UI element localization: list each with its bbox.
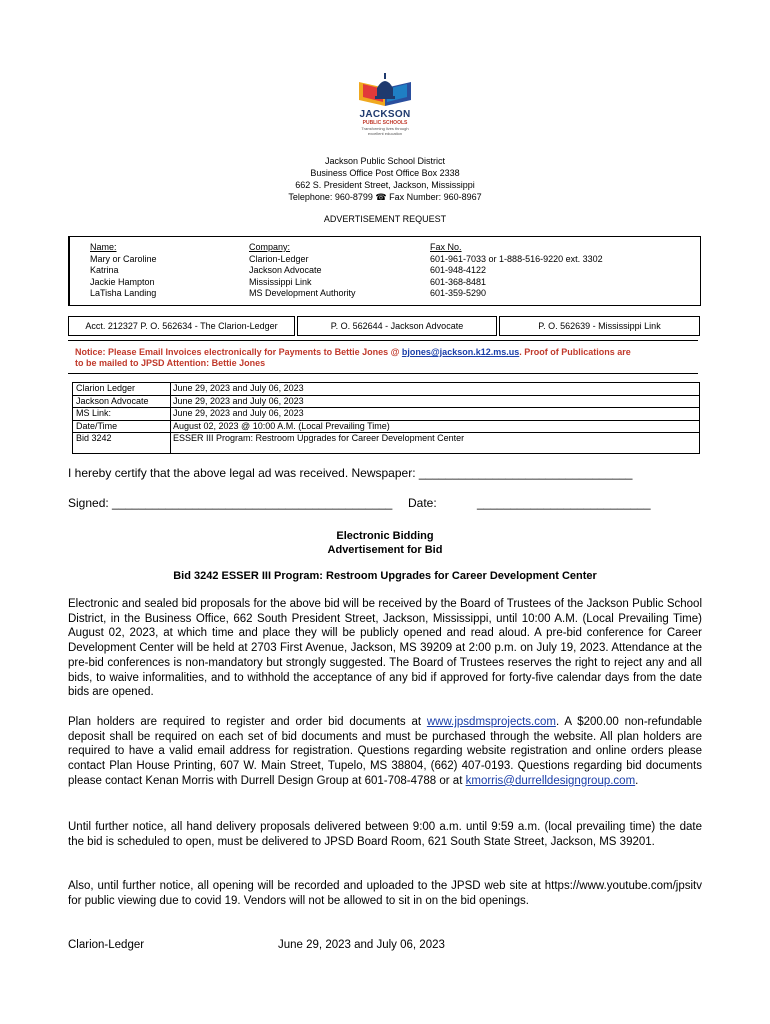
schedule-label: Date/Time <box>76 420 118 431</box>
notice-line-2: to be mailed to JPSD Attention: Bettie Jones <box>75 358 266 368</box>
schedule-row <box>73 396 699 409</box>
kmorris-email-link[interactable]: kmorris@durrelldesigngroup.com <box>465 774 636 787</box>
fax-header: Fax No. <box>430 242 462 252</box>
hand-delivery-paragraph: Until further notice, all hand delivery proposals delivered between 9:00 a.m. until 9:59 a.m. (local prevailing time) the date the bid is scheduled to open, must be delivered to JPSD Board Room, 621 South State Street, Jackson, MS 39201. <box>68 821 702 848</box>
contacts-table <box>68 236 701 306</box>
p2-text-after: . A $200.00 non-refundable deposit shall be required on each set of bid documents and must be purchased through the website. All plan holders are required to have a valid email address for registration. Questions regarding website registration and online orders please contact Plan House Printing, 607 W. Main Street, Tupelo, MS 38804, (662) 407-0193. Questions regarding bid documents please contact Kenan Morris with Durrell Design Group at 601-708-4788 or at <box>68 716 702 787</box>
schedule-value: June 29, 2023 and July 06, 2023 <box>173 383 304 393</box>
invoice-notice <box>68 340 698 374</box>
logo-book-capitol-icon <box>355 72 415 108</box>
schedule-row <box>73 408 699 421</box>
jpsd-projects-link[interactable]: www.jpsdmsprojects.com <box>426 716 556 728</box>
contact-fax: 601-948-4122 <box>430 265 487 275</box>
p2-text-end: . <box>635 774 639 787</box>
contact-company: Mississippi Link <box>249 276 312 287</box>
contact-names-column <box>90 242 157 300</box>
bid-proposal-paragraph: Electronic and sealed bid proposals for the above bid will be received by the Board of Trustees of the Jackson Public School District, in the Business Office, 662 South President Street, Jackson, Mississippi, until 10:00 A.M. (Local Prevailing Time) August 02, 2023, at which time and place they will be publicly opened and read aloud. A pre-bid conference for Career Development Center will be held at 2703 First Avenue, Jackson, MS 39209 at 2:00 p.m. on July 19, 2023. Attendance at the pre-bid conferences is non-mandatory but strongly suggested. The Board of Trustees reserves the right to reject any and all bids, to waive informalities, and to withhold the acceptance of any bid if approved for forty-five calendar days from the date bids are opened. <box>68 598 702 699</box>
acct-box-jackson-advocate: P. O. 562644 - Jackson Advocate <box>297 316 497 336</box>
schedule-label: Jackson Advocate <box>76 395 149 406</box>
certify-newspaper-line: I hereby certify that the above legal ad was received. Newspaper: ________________________________ <box>68 466 633 480</box>
schedule-label: Bid 3242 <box>76 433 112 443</box>
date-blank: __________________________ <box>477 496 651 510</box>
footer-dates: June 29, 2023 and July 06, 2023 <box>278 939 445 951</box>
contact-fax: 601-368-8481 <box>430 276 487 287</box>
schedule-label: Clarion Ledger <box>76 383 136 393</box>
logo-name: JACKSON <box>359 109 411 120</box>
schedule-value: June 29, 2023 and July 06, 2023 <box>173 408 304 418</box>
contact-name: Jackie Hampton <box>90 276 155 287</box>
contact-company: Clarion-Ledger <box>249 253 309 264</box>
schedule-value: June 29, 2023 and July 06, 2023 <box>173 395 304 406</box>
logo-tagline-2: excellent education <box>367 131 403 136</box>
date-label: Date: <box>408 496 437 510</box>
recording-paragraph: Also, until further notice, all opening will be recorded and uploaded to the JPSD web site at https://www.youtube.com/jpsitv for public viewing due to covid 19. Vendors will not be allowed to sit in on the bid openings. <box>68 880 702 907</box>
schedule-value: ESSER III Program: Restroom Upgrades for Career Development Center <box>173 433 465 443</box>
schedule-row <box>73 433 699 445</box>
contact-fax: 601-961-7033 or 1-888-516-9220 ext. 3302 <box>430 253 603 264</box>
contact-name: Mary or Caroline <box>90 253 157 264</box>
footer-newspaper: Clarion-Ledger <box>68 939 145 951</box>
business-office-line: Business Office Post Office Box 2338 <box>310 168 460 178</box>
district-address <box>0 155 770 203</box>
contact-fax: 601-359-5290 <box>430 288 487 298</box>
signed-line: Signed: __________________________________________ <box>68 496 393 510</box>
company-header: Company: <box>249 242 291 252</box>
contact-company: MS Development Authority <box>249 288 356 298</box>
contact-name: Katrina <box>90 265 119 275</box>
notice-email-link[interactable]: bjones@jackson.k12.ms.us <box>401 347 520 357</box>
notice-text-after: . Proof of Publications are <box>519 347 631 357</box>
p2-text-before: Plan holders are required to register and order bid documents at <box>68 716 427 728</box>
contact-company: Jackson Advocate <box>249 265 322 275</box>
acct-box-mississippi-link: P. O. 562639 - Mississippi Link <box>499 316 700 336</box>
advertisement-request-title: ADVERTISEMENT REQUEST <box>323 214 447 224</box>
schedule-label: MS Link: <box>76 408 112 418</box>
bid-title: Bid 3242 ESSER III Program: Restroom Upgrades for Career Development Center <box>173 570 597 582</box>
advertisement-for-bid-title: Advertisement for Bid <box>327 544 443 556</box>
contact-fax-column <box>430 242 603 300</box>
publication-schedule-table <box>72 382 700 454</box>
jackson-public-schools-logo <box>346 72 424 154</box>
notice-text <box>75 347 698 369</box>
name-header: Name: <box>90 242 117 252</box>
schedule-value: August 02, 2023 @ 10:00 A.M. (Local Prevailing Time) <box>173 420 390 431</box>
contact-companies-column <box>249 242 356 300</box>
phone-fax-line: Telephone: 960-8799 ☎ Fax Number: 960-8967 <box>288 192 482 202</box>
schedule-row <box>73 421 699 434</box>
electronic-bidding-title: Electronic Bidding <box>336 530 434 542</box>
schedule-row <box>73 383 699 396</box>
plan-holders-paragraph <box>68 715 702 789</box>
acct-box-clarion-ledger: Acct. 212327 P. O. 562634 - The Clarion-Ledger <box>68 316 295 336</box>
district-name: Jackson Public School District <box>324 156 446 166</box>
contact-name: LaTisha Landing <box>90 288 157 298</box>
notice-text-before: Notice: Please Email Invoices electronically for Payments to Bettie Jones @ <box>75 347 402 357</box>
logo-subname: PUBLIC SCHOOLS <box>362 120 408 126</box>
street-address: 662 S. President Street, Jackson, Mississippi <box>295 180 475 190</box>
logo-tagline-1: Transforming lives through <box>361 126 409 131</box>
